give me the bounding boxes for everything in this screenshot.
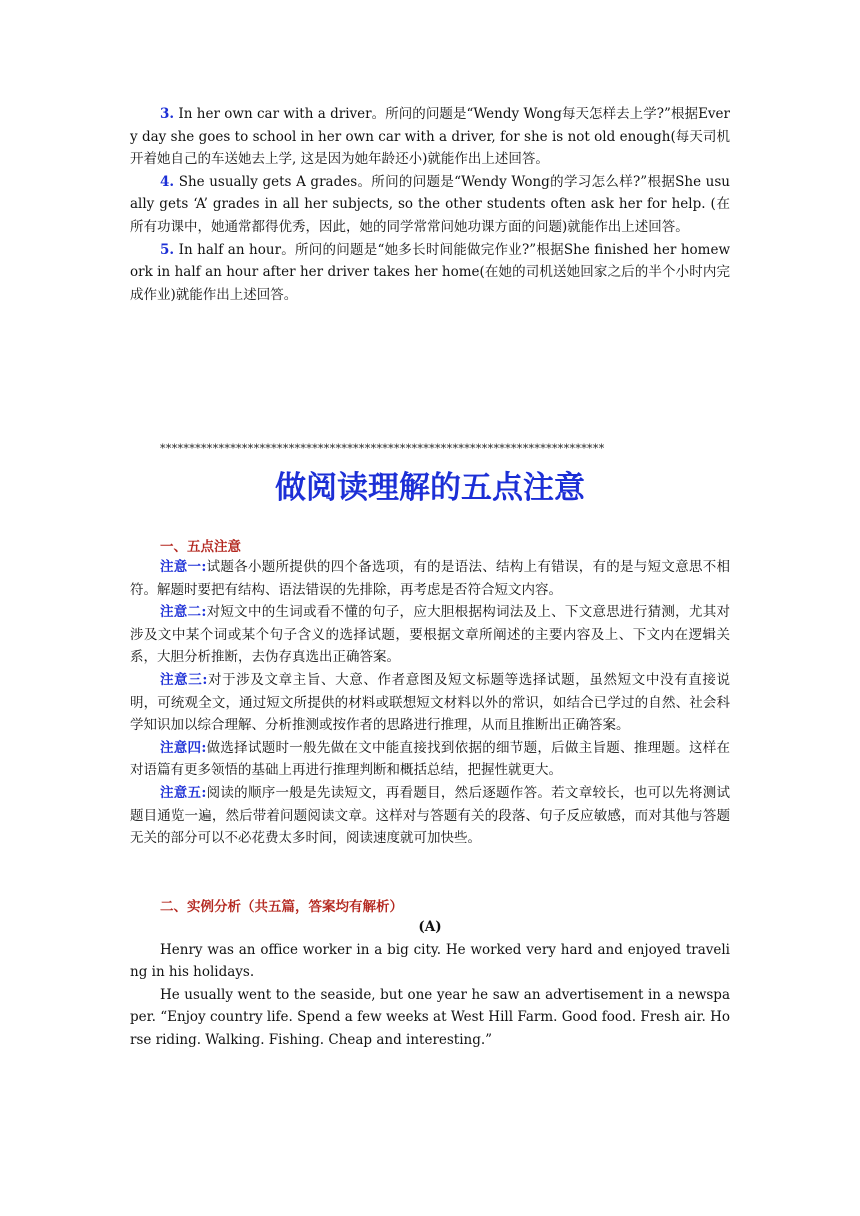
section-heading-examples: 二、实例分析（共五篇，答案均有解析） (160, 899, 403, 915)
note-item (130, 601, 730, 669)
note-text: 试题各小题所提供的四个备选项，有的是语法、结构上有错误，有的是与短文意思不相符。解题时要把有结构、语法错误的先排除，再考虑是否符合短文内容。 (130, 559, 730, 598)
answer-text: In half an hour。所问的问题是“她多长时间能做完作业?”根据She finished her homework in half an hour after her driver takes her home(在她的司机送她回家之后的半个小时内完成作业)就能作出上述回答。 (130, 241, 730, 303)
passage-paragraph: He usually went to the seaside, but one year he saw an advertisement in a newspaper. “Enjoy country life. Spend a few weeks at West Hill Farm. Good food. Fresh air. Horse riding. Walking. Fishing. Cheap and interesting.” (130, 986, 730, 1048)
passage-label: (A) (418, 919, 442, 935)
note-text: 做选择试题时一般先做在文中能直接找到依据的细节题，后做主旨题、推理题。这样在对语篇有更多领悟的基础上再进行推理判断和概括总结，把握性就更大。 (130, 739, 730, 779)
note-label: 注意四: (160, 739, 207, 756)
note-item (130, 737, 730, 782)
note-item (130, 669, 730, 737)
note-text: 阅读的顺序一般是先读短文，再看题目，然后逐题作答。若文章较长，也可以先将测试题目通览一遍，然后带着问题阅读文章。这样对与答题有关的段落、句子反应敏感，而对其他与答题无关的部分可以不必花费太多时间，阅读速度就可加快些。 (130, 784, 730, 847)
note-text: 对短文中的生词或看不懂的句子，应大胆根据构词法及上、下文意思进行猜测，尤其对涉及文中某个词或某个句子含义的选择试题，要根据文章所阐述的主要内容及上、下文内在逻辑关系，大胆分析推断，去伪存真选出正确答案。 (130, 604, 730, 666)
answer-item (130, 103, 730, 171)
note-label: 注意三: (160, 671, 208, 688)
note-text: 对于涉及文章主旨、大意、作者意图及短文标题等选择试题，虽然短文中没有直接说明，可统观全文，通过短文所提供的材料或联想短文材料以外的常识，如结合已学过的自然、社会科学知识加以综合理解、分析推测或按作者的思路进行推理，从而且推断出正确答案。 (130, 671, 731, 734)
divider-line: **************************************************************************** (160, 442, 605, 455)
note-label: 注意五: (160, 784, 207, 801)
page-title: 做阅读理解的五点注意 (275, 470, 585, 506)
note-label: 注意一: (160, 559, 207, 575)
answer-text: In her own car with a driver。所问的问题是“Wendy Wong每天怎样去上学?”根据Every day she goes to school in her own car with a driver, for she is not old enough(每天司机开着她自己的车送她去上学, 这是因为她年龄还小)就能作出上述回答。 (130, 106, 730, 168)
notes-list (130, 556, 730, 850)
passage-a (130, 916, 730, 1052)
passage-paragraph: Henry was an office worker in a big city. He worked very hard and enjoyed traveling in his holidays. (130, 941, 730, 981)
answer-number: 4. (160, 173, 175, 190)
answer-text: She usually gets A grades。所问的问题是“Wendy Wong的学习怎么样?”根据She usually gets ‘A’ grades in all her subjects, so the other students often ask her for help. (在所有功课中，她通常都得优秀，因此，她的同学常常问她功课方面的问题)就能作出上述回答。 (130, 173, 730, 235)
answer-item (130, 239, 730, 307)
section-heading-notes: 一、五点注意 (160, 539, 241, 555)
answer-item (130, 171, 730, 239)
note-item (130, 556, 730, 601)
answer-number: 5. (160, 241, 175, 258)
answer-number: 3. (160, 106, 175, 122)
answer-list (130, 103, 730, 306)
note-label: 注意二: (160, 604, 207, 621)
note-item (130, 782, 730, 850)
